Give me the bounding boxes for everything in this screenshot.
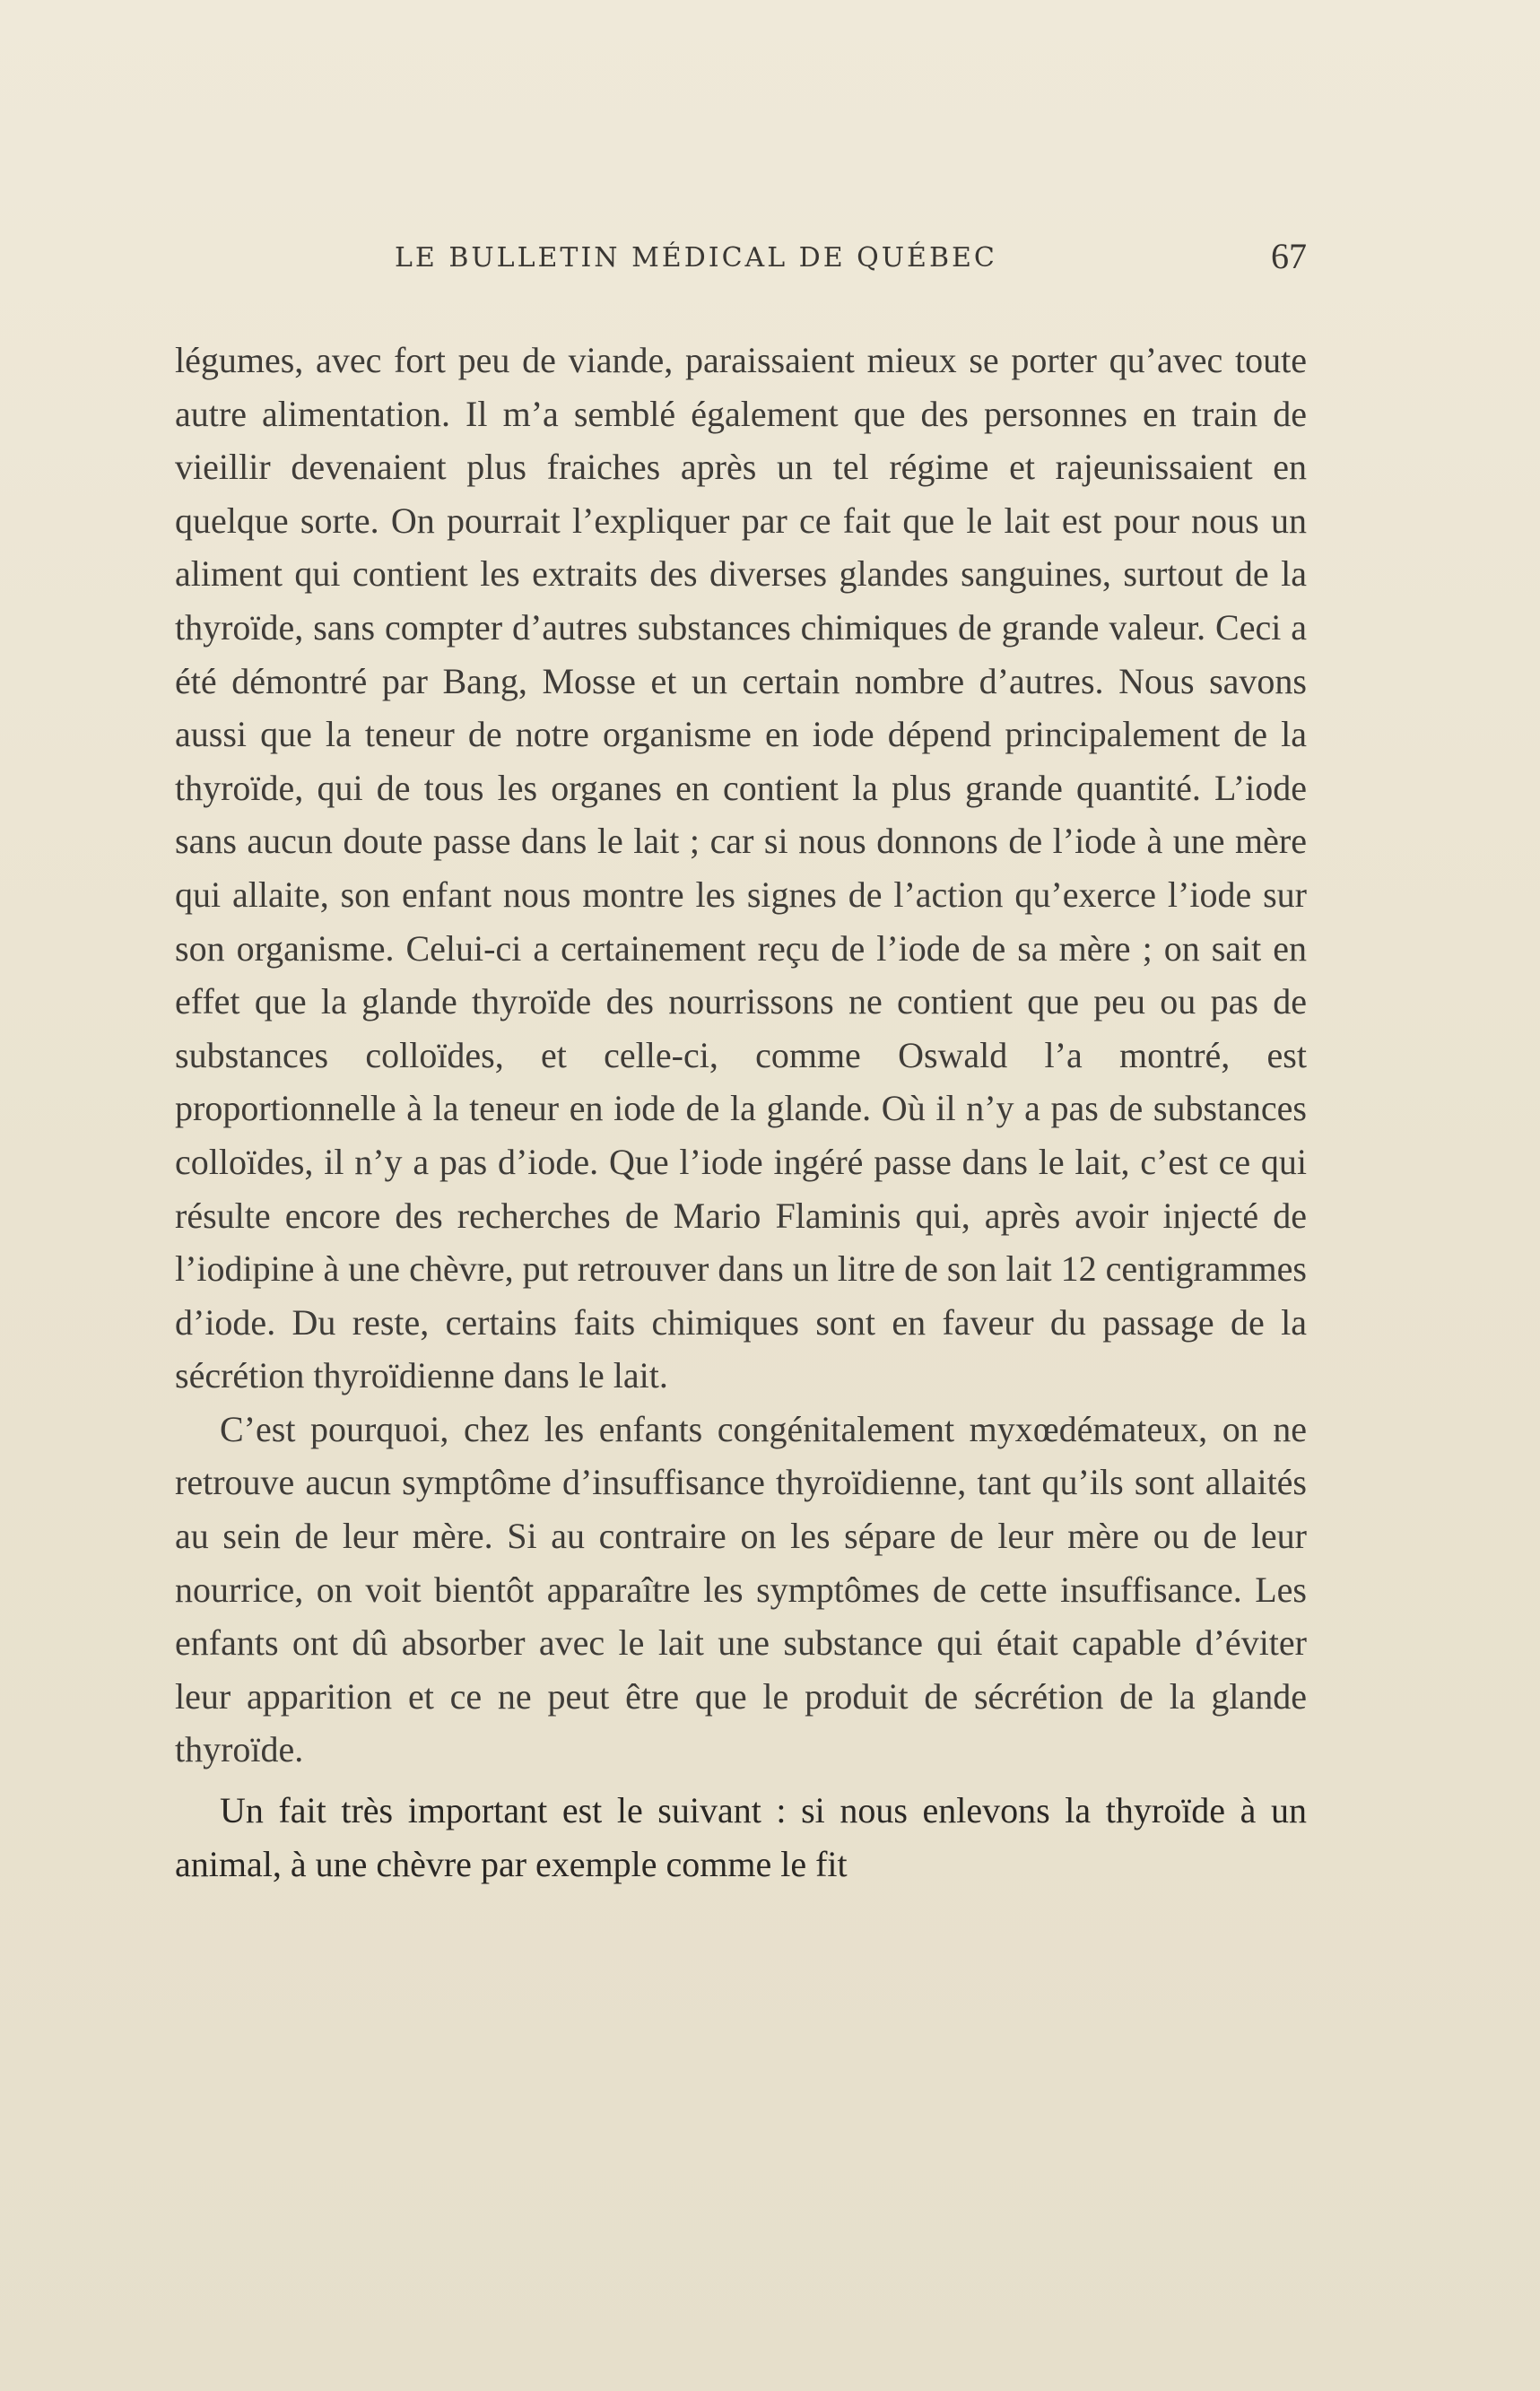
paragraph-2: C’est pourquoi, chez les enfants congénitalement myxœdémateux, on ne retrouve aucun symptôme d’insuffisance thyroïdienne, tant qu’ils sont allaités au sein de leur mère. Si au contraire on les sépare de leur mère ou de leur nourrice, on voit bientôt apparaître les symptômes de cette insuffisance. Les enfants ont dû absorber avec le lait une substance qui était capable d’éviter leur apparition et ce ne peut être que le produit de sécrétion de la glande thyroïde. <box>175 1408 1307 1770</box>
page-header <box>175 235 1307 289</box>
running-title: LE BULLETIN MÉDICAL DE QUÉBEC <box>395 242 997 274</box>
paragraph-gap <box>175 1777 1307 1784</box>
paragraph-3: Un fait très important est le suivant : si nous enlevons la thyroïde à un animal, à une chèvre par exemple comme le fit <box>175 1790 1307 1884</box>
page-number: 67 <box>1271 236 1307 276</box>
body-text <box>175 334 1307 1891</box>
paragraph-1: légumes, avec fort peu de viande, paraissaient mieux se porter qu’avec toute autre alimentation. Il m’a semblé également que des personnes en train de vieillir devenaient plus fraiches après un tel régime et rajeunissaient en quelque sorte. On pourrait l’expliquer par ce fait que le lait est pour nous un aliment qui contient les extraits des diverses glandes sanguines, surtout de la thyroïde, sans compter d’autres substances chimiques de grande valeur. Ceci a été démontré par Bang, Mosse et un certain nombre d’autres. Nous savons aussi que la teneur de notre organisme en iode dépend principalement de la thyroïde, qui de tous les organes en contient la plus grande quantité. L’iode sans aucun doute passe dans le lait ; car si nous donnons de l’iode à une mère qui allaite, son enfant nous montre les signes de l’action qu’exerce l’iode sur son organisme. Celui-ci a certainement reçu de l’iode de sa mère ; on sait en effet que la glande thyroïde des nourrissons ne contient que peu ou pas de substances colloïdes, et celle-ci, comme Oswald l’a montré, est proportionnelle à la teneur en iode de la glande. Où il n’y a pas de substances colloïdes, il n’y a pas d’iode. Que l’iode ingéré passe dans le lait, c’est ce qui résulte encore des recherches de Mario Flaminis qui, après avoir injecté de l’iodipine à une chèvre, put retrouver dans un litre de son lait 12 centigrammes d’iode. Du reste, certains faits chimiques sont en faveur du passage de la sécrétion thyroïdienne dans le lait. <box>175 340 1307 1396</box>
